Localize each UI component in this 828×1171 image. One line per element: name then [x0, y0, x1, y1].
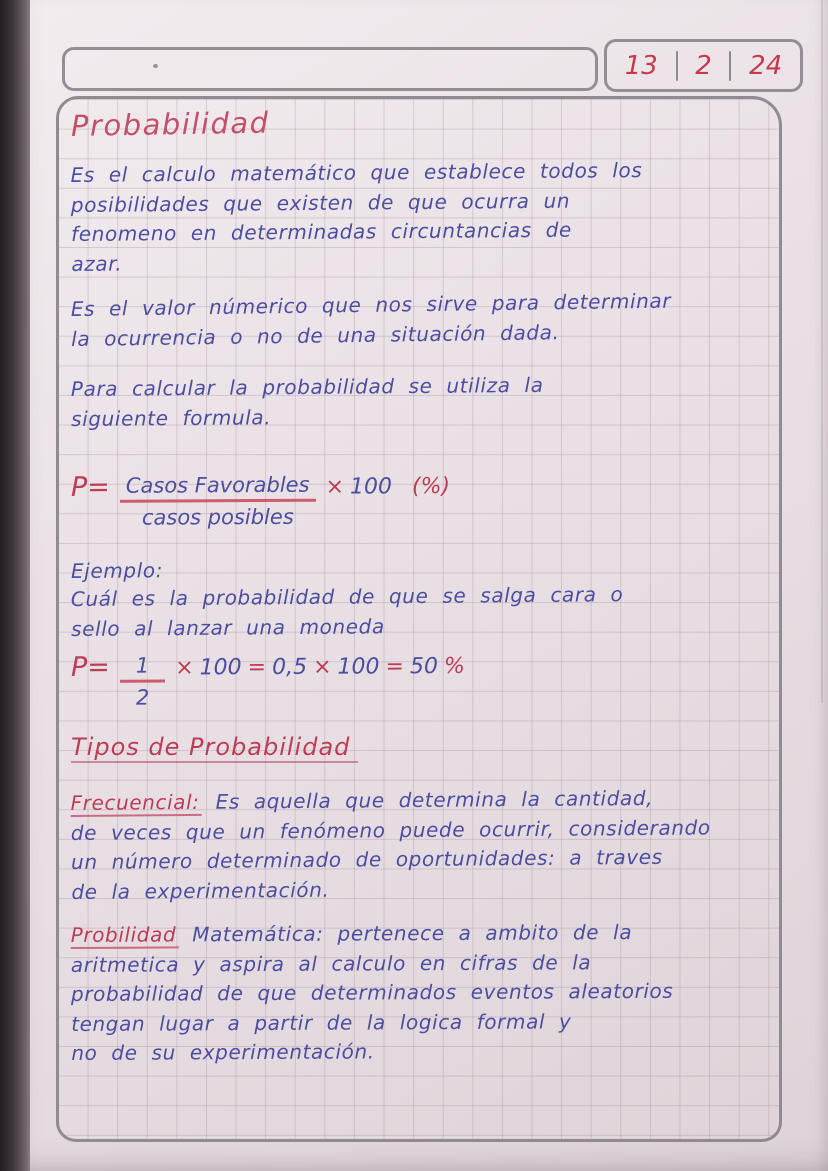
math-segment: 0,5 [272, 654, 308, 680]
text-line: azar. [71, 251, 123, 276]
paragraph-ejemplo [71, 580, 624, 644]
text-line: la ocurrencia o no de una situación dada. [71, 319, 560, 351]
date-day: 13 [624, 50, 658, 81]
text-line: un número determinado de oportunidades: a traves [71, 845, 663, 875]
grid-content-area [56, 96, 782, 1142]
header-date-box [604, 39, 803, 92]
frecuencial-term: Frecuencial: [71, 790, 202, 817]
math-segment: = [385, 654, 405, 680]
calculo-numerator: 1 [120, 653, 166, 683]
formula-numerator: Casos Favorables [120, 472, 316, 503]
page-title: Probabilidad [70, 105, 270, 143]
matematica-rest: Matemática: pertenece a ambito de la [192, 920, 633, 947]
calculo-fraction [120, 653, 166, 712]
paragraph-frecuencial [70, 783, 711, 907]
calculo-denominator: 2 [135, 685, 150, 710]
text-line: de la experimentación. [71, 877, 330, 904]
text-line: aritmetica y aspira al calculo en cifras de la [70, 949, 592, 977]
text-line: probabilidad de que determinados eventos aleatorios [70, 979, 674, 1007]
formula-denominator: casos posibles [141, 504, 294, 530]
date-separator [729, 51, 731, 81]
pencil-mark [153, 64, 158, 68]
text-line: de veces que un fenómeno puede ocurrir, considerando [70, 815, 711, 845]
math-segment: % [443, 653, 465, 680]
date-separator [676, 51, 678, 81]
math-segment: × [313, 654, 332, 680]
date-month: 2 [695, 50, 712, 81]
section-tipos [71, 733, 358, 763]
page-edge-line [821, 0, 823, 703]
math-segment: 50 [409, 654, 439, 680]
formula-hundred: 100 [349, 474, 393, 500]
text-line: tengan lugar a partir de la logica formal y [71, 1009, 572, 1036]
formula-calculo [71, 651, 465, 712]
formula-fraction [120, 472, 316, 532]
math-segment: × [175, 655, 194, 681]
text-line: Es el calculo matemático que establece todos los [70, 158, 643, 188]
paragraph-intro [70, 156, 643, 279]
header-title-box [62, 47, 598, 91]
matematica-term: Probilidad [71, 922, 179, 949]
date-year: 24 [749, 50, 783, 81]
text-line: siguiente formula. [71, 404, 272, 431]
math-segment: 100 [199, 655, 242, 681]
paragraph-para-formula [71, 371, 544, 434]
text-line: sello al lanzar una moneda [71, 613, 385, 641]
paragraph-valor [71, 287, 672, 355]
text-line: fenomeno en determinadas circuntancias de [71, 217, 573, 247]
text-line: no de su experimentación. [71, 1039, 375, 1066]
text-line: posibilidades que existen de que ocurra un [70, 188, 571, 217]
math-segment: 100 [337, 654, 380, 680]
math-segment: = [247, 654, 267, 681]
frecuencial-rest: Es aquella que determina la cantidad, [215, 785, 654, 814]
calculo-steps [175, 654, 465, 682]
text-line: Para calcular la probabilidad se utiliza la [70, 372, 544, 402]
formula-p-label: P= [70, 651, 110, 683]
formula-percent: (%) [411, 474, 451, 500]
text-line: Cuál es la probabilidad de que se salga cara o [70, 582, 624, 612]
text-line: Es el valor númerico que nos sirve para determinar [70, 288, 672, 322]
formula-p-label: P= [70, 471, 110, 503]
text-line [71, 918, 674, 951]
paragraph-matematica [71, 918, 674, 1069]
ejemplo-label: Ejemplo: [70, 558, 164, 583]
formula-tail [325, 474, 450, 501]
multiply-sign: × [325, 474, 345, 500]
tipos-heading: Tipos de Probabilidad [71, 733, 358, 763]
formula-probabilidad [71, 471, 450, 532]
